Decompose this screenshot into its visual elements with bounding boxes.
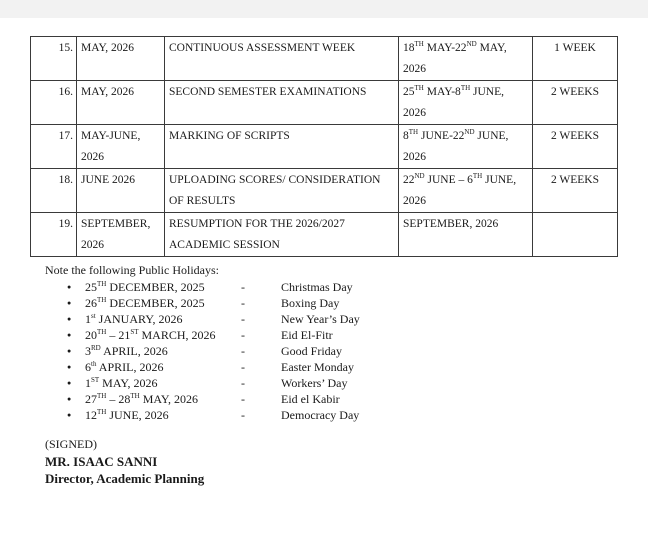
date-cell: [399, 169, 533, 213]
date-part: MAY-8: [423, 86, 461, 98]
holiday-date: [85, 343, 168, 359]
month-cell: [77, 37, 165, 81]
date-part: 25: [403, 86, 415, 98]
holiday-dash: -: [241, 312, 245, 326]
date-part: 26: [85, 296, 97, 310]
month-cell: [77, 169, 165, 213]
date-ordinal: ND: [414, 172, 425, 181]
date-ordinal: RD: [91, 344, 101, 352]
holiday-item: [45, 359, 385, 375]
date-part: JANUARY, 2026: [95, 312, 183, 326]
date-part: 1: [85, 376, 91, 390]
date-part: DECEMBER, 2025: [106, 296, 205, 310]
activity-text-line2: ACADEMIC SESSION: [169, 239, 280, 251]
date-ordinal: TH: [472, 172, 483, 181]
date-part: MAY, 2026: [99, 376, 158, 390]
holidays-list: [45, 279, 385, 423]
month-cell: [77, 213, 165, 257]
date-part: JUNE,: [474, 130, 509, 142]
date-part: DECEMBER, 2025: [106, 280, 205, 294]
holidays-note: Note the following Public Holidays:: [45, 263, 219, 277]
holiday-dash: -: [241, 296, 245, 310]
table-row: [31, 213, 618, 257]
date-cell: [399, 125, 533, 169]
date-ordinal: TH: [97, 408, 107, 416]
date-ordinal: ND: [466, 40, 477, 49]
holiday-item: [45, 407, 385, 423]
bullet-icon: ●: [67, 283, 72, 291]
date-part: 8: [403, 130, 409, 142]
bullet-icon: ●: [67, 363, 72, 371]
date-part: JUNE-22: [418, 130, 465, 142]
date-cell: [399, 213, 533, 257]
date-part: MAY, 2026: [139, 392, 199, 406]
activity-text: RESUMPTION FOR THE 2026/2027: [169, 218, 345, 230]
holiday-item: [45, 391, 385, 407]
top-strip: [0, 0, 648, 18]
activity-cell: [165, 213, 399, 257]
holiday-name: Eid el Kabir: [281, 392, 340, 406]
month-text: MAY-JUNE,: [81, 130, 141, 142]
row-number: 16.: [31, 81, 77, 125]
date-part: APRIL, 2026: [96, 360, 164, 374]
month-text: MAY, 2026: [81, 86, 135, 98]
holiday-item: [45, 375, 385, 391]
date-ordinal: TH: [130, 392, 140, 400]
activity-cell: [165, 125, 399, 169]
holiday-name: Eid El-Fitr: [281, 328, 333, 342]
date-part: 22: [403, 174, 415, 186]
signatory-title: Director, Academic Planning: [45, 471, 205, 486]
row-number: 18.: [31, 169, 77, 213]
table-row: [31, 37, 618, 81]
table-row: [31, 81, 618, 125]
holiday-dash: -: [241, 280, 245, 294]
bullet-icon: ●: [67, 379, 72, 387]
holiday-date: [85, 375, 158, 391]
signature-block: [45, 436, 204, 487]
bullet-icon: ●: [67, 331, 72, 339]
table-row: [31, 169, 618, 213]
holiday-name: Workers’ Day: [281, 376, 348, 390]
holiday-date: [85, 279, 205, 295]
signed-label: (SIGNED): [45, 437, 97, 451]
date-ordinal: TH: [414, 40, 424, 49]
date-cell: [399, 81, 533, 125]
duration-cell: 2 WEEKS: [533, 169, 618, 213]
activity-text-line2: OF RESULTS: [169, 195, 236, 207]
holiday-date: [85, 327, 216, 343]
holiday-name: Good Friday: [281, 344, 342, 358]
date-ordinal: TH: [408, 128, 419, 137]
date-ordinal: TH: [460, 84, 471, 93]
month-text: JUNE 2026: [81, 174, 135, 186]
date-ordinal: th: [91, 360, 97, 368]
date-ordinal: TH: [414, 84, 424, 93]
month-text: SEPTEMBER,: [81, 218, 151, 230]
date-part: APRIL, 2026: [100, 344, 168, 358]
date-part: 6: [85, 360, 91, 374]
holiday-name: New Year’s Day: [281, 312, 360, 326]
duration-cell: 1 WEEK: [533, 37, 618, 81]
date-part: 18: [403, 42, 415, 54]
month-cell: [77, 81, 165, 125]
holiday-dash: -: [241, 376, 245, 390]
holiday-dash: -: [241, 408, 245, 422]
date-ordinal: TH: [97, 280, 107, 288]
holiday-item: [45, 311, 385, 327]
activity-text: CONTINUOUS ASSESSMENT WEEK: [169, 42, 356, 54]
holiday-date: [85, 359, 163, 375]
calendar-table: [30, 36, 618, 257]
date-part: – 21: [106, 328, 131, 342]
date-year: 2026: [403, 107, 426, 119]
public-holidays-section: [45, 262, 385, 423]
date-part: JUNE, 2026: [106, 408, 169, 422]
holiday-dash: -: [241, 392, 245, 406]
date-ordinal: st: [91, 312, 96, 320]
date-part: 12: [85, 408, 97, 422]
month-cell: [77, 125, 165, 169]
date-part: JUNE,: [482, 174, 517, 186]
activity-cell: [165, 81, 399, 125]
row-number: 17.: [31, 125, 77, 169]
signatory-name: MR. ISAAC SANNI: [45, 454, 158, 469]
activity-cell: [165, 169, 399, 213]
holiday-dash: -: [241, 328, 245, 342]
date-ordinal: ND: [464, 128, 475, 137]
activity-text: MARKING OF SCRIPTS: [169, 130, 290, 142]
holiday-name: Christmas Day: [281, 280, 353, 294]
holiday-date: [85, 311, 182, 327]
holiday-date: [85, 295, 205, 311]
date-ordinal: ST: [130, 328, 139, 336]
holiday-date: [85, 407, 169, 423]
bullet-icon: ●: [67, 315, 72, 323]
table-row: [31, 125, 618, 169]
date-ordinal: TH: [97, 296, 107, 304]
holiday-date: [85, 391, 198, 407]
date-part: 20: [85, 328, 97, 342]
duration-cell: [533, 213, 618, 257]
holiday-name: Boxing Day: [281, 296, 340, 310]
row-number: 15.: [31, 37, 77, 81]
duration-cell: 2 WEEKS: [533, 81, 618, 125]
date-year: 2026: [403, 151, 426, 163]
row-number: 19.: [31, 213, 77, 257]
date-part: MAY,: [476, 42, 507, 54]
date-year: 2026: [403, 63, 426, 75]
holiday-item: [45, 327, 385, 343]
date-part: JUNE – 6: [424, 174, 473, 186]
activity-text: UPLOADING SCORES/ CONSIDERATION: [169, 174, 381, 186]
activity-text: SECOND SEMESTER EXAMINATIONS: [169, 86, 367, 98]
date-part: 27: [85, 392, 97, 406]
date-part: – 28: [106, 392, 131, 406]
date-part: 3: [85, 344, 91, 358]
date-ordinal: ST: [91, 376, 100, 384]
date-ordinal: TH: [97, 328, 107, 336]
holiday-name: Democracy Day: [281, 408, 360, 422]
date-ordinal: TH: [97, 392, 107, 400]
date-part: MAY-22: [423, 42, 467, 54]
month-text: MAY, 2026: [81, 42, 135, 54]
bullet-icon: ●: [67, 299, 72, 307]
date-year: 2026: [403, 195, 426, 207]
holiday-dash: -: [241, 360, 245, 374]
holiday-dash: -: [241, 344, 245, 358]
date-part: 25: [85, 280, 97, 294]
holiday-item: [45, 295, 385, 311]
duration-cell: 2 WEEKS: [533, 125, 618, 169]
bullet-icon: ●: [67, 411, 72, 419]
bullet-icon: ●: [67, 395, 72, 403]
date-part: 1: [85, 312, 91, 326]
holiday-item: [45, 343, 385, 359]
bullet-icon: ●: [67, 347, 72, 355]
date-part: MARCH, 2026: [138, 328, 216, 342]
date-part: SEPTEMBER, 2026: [403, 218, 499, 230]
holiday-name: Easter Monday: [281, 360, 354, 374]
month-text-line2: 2026: [81, 151, 104, 163]
month-text-line2: 2026: [81, 239, 104, 251]
date-part: JUNE,: [470, 86, 505, 98]
date-cell: [399, 37, 533, 81]
activity-cell: [165, 37, 399, 81]
holiday-item: [45, 279, 385, 295]
